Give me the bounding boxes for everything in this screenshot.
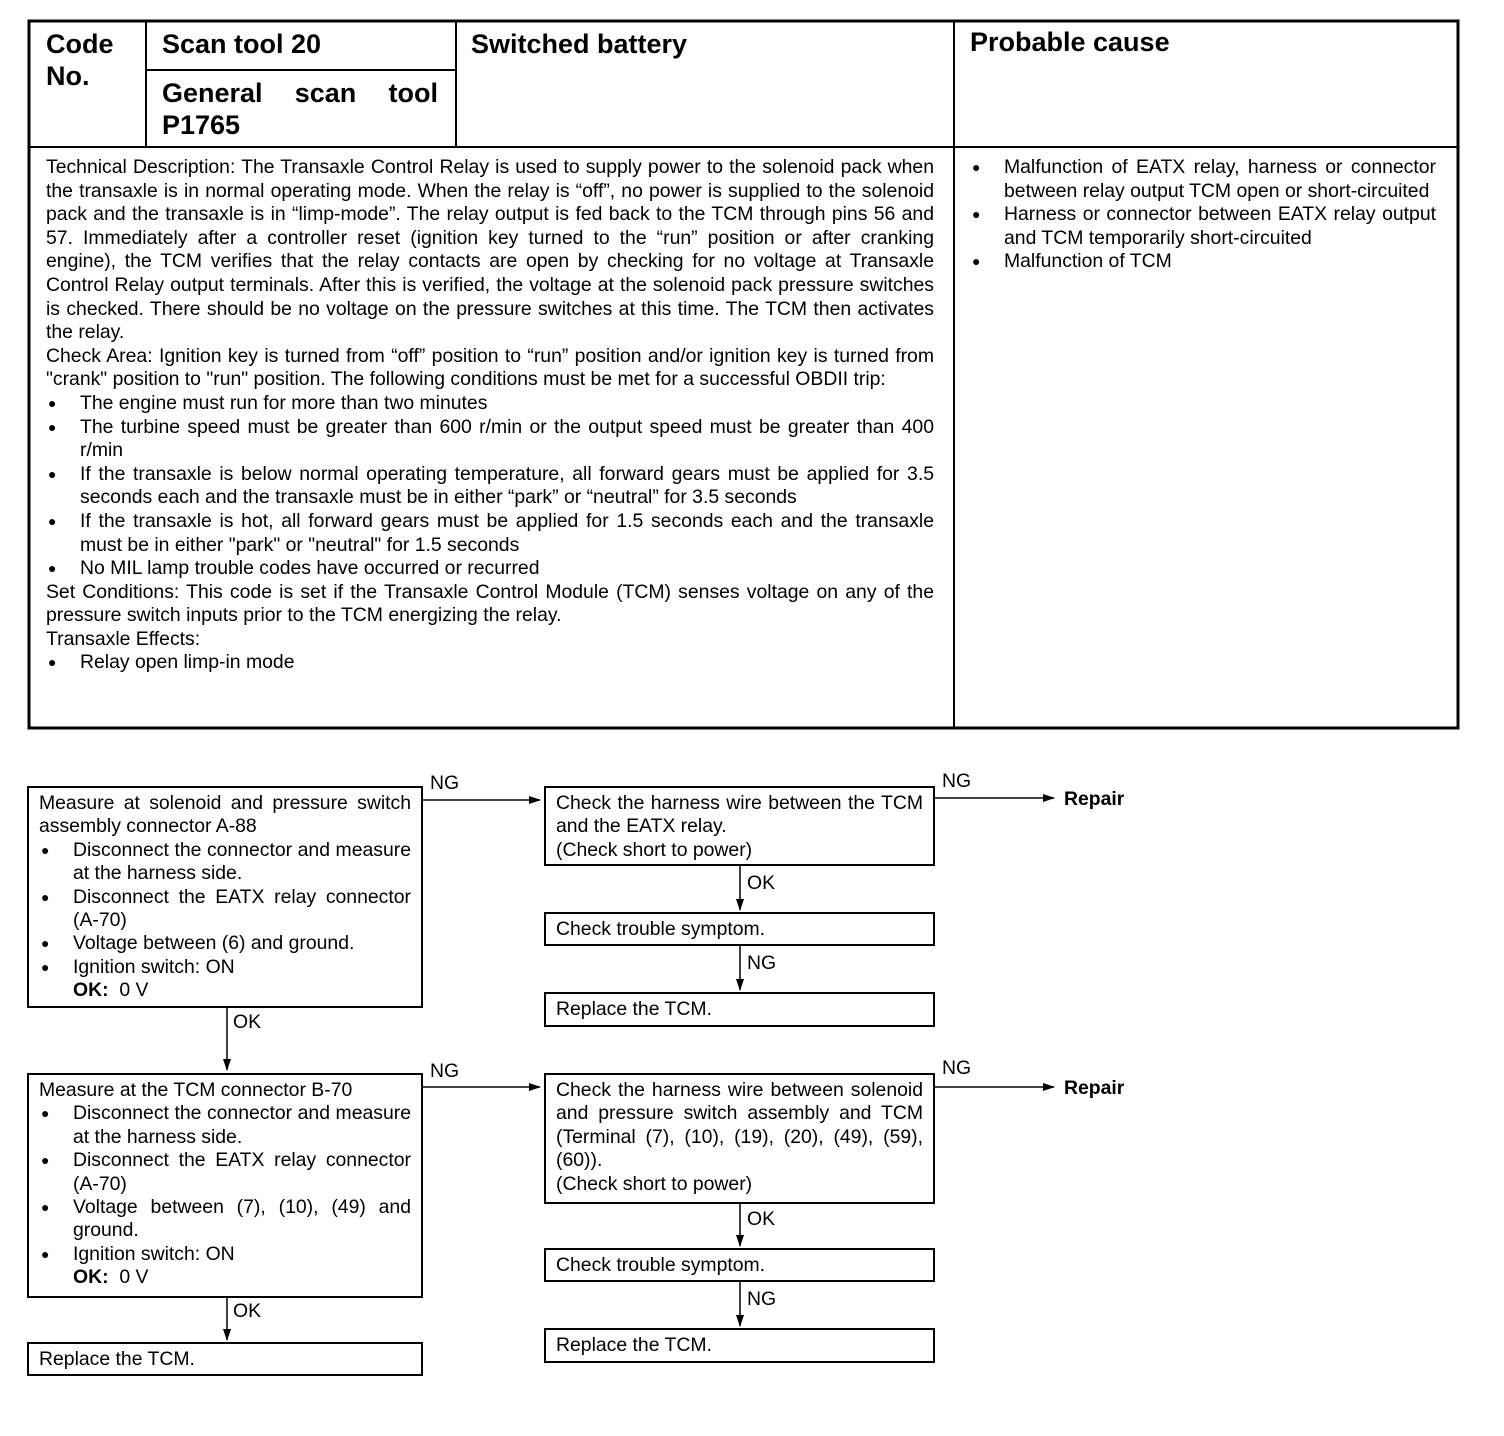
repair-label: Repair — [1064, 1077, 1125, 1099]
branch1-check-box — [544, 786, 935, 866]
step1-ok-label: OK: — [73, 979, 109, 1002]
ng-label: NG — [430, 772, 460, 794]
branch1-check-note: (Check short to power) — [556, 838, 753, 861]
step2-box — [27, 1073, 423, 1298]
cause-item: ● Harness or connector between EATX relay output and TCM temporarily short-circuited — [970, 203, 1436, 250]
condition-item: ● The turbine speed must be greater than 600 r/min or the output speed must be greater than 400 r/min — [46, 416, 934, 463]
step2-item: ● Ignition switch: ON — [39, 1243, 411, 1266]
header-probable-cause: Probable cause — [970, 27, 1170, 57]
step2-title: Measure at the TCM connector B-70 — [39, 1079, 353, 1101]
condition-item: ● If the transaxle is hot, all forward gears must be applied for 1.5 seconds each and the transaxle must be in either "park" or "neutral" for 1.5 seconds — [46, 510, 934, 557]
branch1-symptom-box — [544, 912, 935, 946]
ng-label: NG — [942, 770, 972, 792]
header-general-scan-tool: General scan tool P1765 — [162, 78, 438, 140]
technical-description: Technical Description: The Transaxle Control Relay is used to supply power to the solenoid pack when the transaxle is in normal operating mode. When the relay is “off”, no power is supplied to the solenoid pack and the transaxle is in “limp-mode”. The relay output is fed back to the TCM through pins 56 and 57. Immediately after a controller reset (ignition key turned to the “run” position or after cranking engine), the TCM verifies that the relay contacts are open by checking for no voltage at Transaxle Control Relay output terminals. After this is verified, the voltage at the solenoid pack pressure switches is checked. There should be no voltage on the pressure switches at this time. The TCM then activates the relay. — [46, 156, 934, 344]
ng-label: NG — [942, 1057, 972, 1079]
branch1-symptom-text: Check trouble symptom. — [556, 918, 766, 940]
repair-label: Repair — [1064, 788, 1125, 810]
step2-ok-line — [39, 1266, 411, 1289]
branch2-replace-text: Replace the TCM. — [556, 1334, 712, 1356]
condition-item: ● No MIL lamp trouble codes have occurred or recurred — [46, 557, 934, 581]
branch2-check-box — [544, 1073, 935, 1204]
branch1-replace-text: Replace the TCM. — [556, 998, 712, 1020]
step2-item: ● Disconnect the EATX relay connector (A-70) — [39, 1149, 411, 1196]
branch2-check-note: (Check short to power) — [556, 1172, 753, 1195]
step2-ok-label: OK: — [73, 1266, 109, 1289]
header-scan-tool-20: Scan tool 20 — [162, 29, 322, 59]
description-cell — [46, 156, 934, 675]
branch2-replace-box — [544, 1328, 935, 1363]
branch2-symptom-text: Check trouble symptom. — [556, 1254, 766, 1276]
ok-label: OK — [747, 1208, 776, 1230]
causes-cell — [970, 156, 1436, 274]
step2-item: ● Voltage between (7), (10), (49) and ground. — [39, 1196, 411, 1243]
header-title: Switched battery — [471, 29, 688, 59]
branch1-check-text: Check the harness wire between the TCM and the EATX relay. — [556, 792, 923, 838]
ok-label: OK — [233, 1011, 262, 1033]
final-replace-box — [27, 1342, 423, 1376]
step2-ok-value: 0 V — [119, 1266, 149, 1289]
step1-title: Measure at solenoid and pressure switch assembly connector A-88 — [39, 792, 411, 838]
cause-item: ● Malfunction of EATX relay, harness or connector between relay output TCM open or short-circuited — [970, 156, 1436, 203]
header-code-no: Code No. — [46, 29, 114, 91]
ng-label: NG — [747, 952, 777, 974]
step1-item: ● Disconnect the EATX relay connector (A-70) — [39, 886, 411, 933]
final-replace-text: Replace the TCM. — [39, 1348, 195, 1370]
ok-label: OK — [747, 872, 776, 894]
step1-box — [27, 786, 423, 1008]
condition-item: ● If the transaxle is below normal operating temperature, all forward gears must be applied for 3.5 seconds each and the transaxle must be in either “park” or “neutral” for 3.5 seconds — [46, 463, 934, 510]
ok-label: OK — [233, 1300, 262, 1322]
step1-ok-line — [39, 979, 411, 1002]
step1-ok-value: 0 V — [119, 979, 149, 1002]
check-area: Check Area: Ignition key is turned from “off” position to “run” position and/or ignition key is turned from "crank" position to "run" position. The following conditions must be met for a successful OBDII trip: — [46, 344, 934, 391]
effects-label: Transaxle Effects: — [46, 627, 201, 650]
step1-item: ● Disconnect the connector and measure at the harness side. — [39, 839, 411, 886]
ng-label: NG — [430, 1060, 460, 1082]
set-conditions: Set Conditions: This code is set if the Transaxle Control Module (TCM) senses voltage on any of the pressure switch inputs prior to the TCM energizing the relay. — [46, 580, 934, 627]
step1-item: ● Voltage between (6) and ground. — [39, 932, 411, 955]
cause-item: ● Malfunction of TCM — [970, 250, 1436, 274]
step2-item: ● Disconnect the connector and measure at the harness side. — [39, 1102, 411, 1149]
step1-item: ● Ignition switch: ON — [39, 956, 411, 979]
ng-label: NG — [747, 1288, 777, 1310]
branch2-check-text: Check the harness wire between solenoid and pressure switch assembly and TCM (Terminal (7), (10), (19), (20), (49), (59), (60)). — [556, 1079, 923, 1172]
branch1-replace-box — [544, 992, 935, 1027]
branch2-symptom-box — [544, 1248, 935, 1282]
condition-item: ● The engine must run for more than two minutes — [46, 392, 934, 416]
effect-item: ● Relay open limp-in mode — [46, 651, 934, 675]
